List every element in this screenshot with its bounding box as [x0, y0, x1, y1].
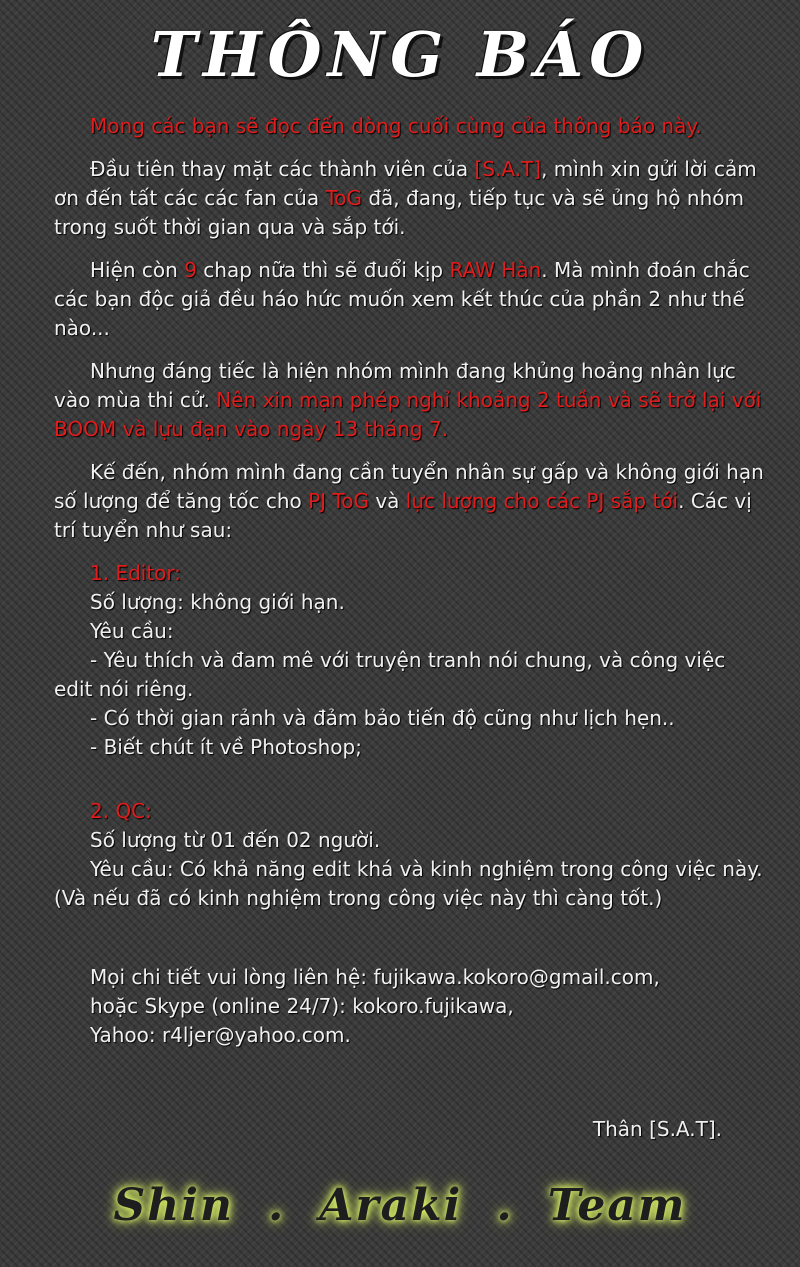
thanks-text-a: Đầu tiên thay mặt các thành viên của	[90, 157, 475, 181]
chapter-count: 9	[184, 258, 197, 282]
contact-line-3: Yahoo: r4ljer@yahoo.com.	[90, 1023, 351, 1047]
team-word-3: Team	[547, 1180, 687, 1231]
status-text-a: Hiện còn	[90, 258, 185, 282]
page-title: THÔNG BÁO	[150, 18, 650, 91]
editor-req-3: - Biết chút ít về Photoshop;	[90, 735, 362, 759]
qc-count: Số lượng từ 01 đến 02 người.	[90, 828, 381, 852]
qc-title: 2. QC:	[90, 799, 152, 823]
team-dot-1: .	[268, 1180, 286, 1231]
thanks-text-c: đã, đang, tiếp tục và sẽ ủng hộ nhóm trong suốt thời gian qua và sắp tới.	[54, 186, 744, 239]
contact-line-1: Mọi chi tiết vui lòng liên hệ: fujikawa.kokoro@gmail.com,	[90, 965, 660, 989]
recruit-text-c: . Các vị trí tuyển như sau:	[54, 489, 752, 542]
thanks-paragraph	[54, 155, 764, 242]
series-name: ToG	[325, 186, 362, 210]
editor-count: Số lượng: không giới hạn.	[90, 590, 345, 614]
status-paragraph	[54, 256, 764, 343]
break-announcement: Nên xin mạn phép nghỉ khoảng 2 tuần và sẽ trở lại với BOOM và lựu đạn vào ngày 13 tháng 7.	[54, 388, 762, 441]
thanks-text-b: , mình xin gửi lời cảm ơn đến tất các các fan của	[54, 157, 757, 210]
project-name: PJ ToG	[308, 489, 369, 513]
team-word-2: Araki	[319, 1180, 463, 1231]
signature: Thân [S.A.T].	[592, 1117, 722, 1141]
notice-body	[54, 112, 764, 1050]
recruit-paragraph	[54, 458, 764, 545]
raw-label: RAW Hàn	[449, 258, 542, 282]
recruit-text-a: Kế đến, nhóm mình đang cần tuyển nhân sự gấp và không giới hạn số lượng để tăng tốc cho	[54, 460, 764, 513]
group-name: [S.A.T]	[474, 157, 542, 181]
team-word-1: Shin	[113, 1180, 235, 1231]
qc-req: Yêu cầu: Có khả năng edit khá và kinh nghiệm trong công việc này. (Và nếu đã có kinh nghiệm trong công việc này thì càng tốt.)	[54, 857, 763, 910]
future-projects: lực lượng cho các PJ sắp tới	[405, 489, 679, 513]
break-paragraph	[54, 357, 764, 444]
team-dot-2: .	[496, 1180, 514, 1231]
qc-section	[54, 797, 764, 913]
break-text-a: Nhưng đáng tiếc là hiện nhóm mình đang khủng hoảng nhân lực vào mùa thi cử.	[54, 359, 736, 412]
editor-req-1: - Yêu thích và đam mê với truyện tranh nói chung, và công việc edit nói riêng.	[54, 648, 726, 701]
status-text-c: . Mà mình đoán chắc các bạn độc giả đều háo hức muốn xem kết thúc của phần 2 như thế nào...	[54, 258, 750, 340]
contact-line-2: hoặc Skype (online 24/7): kokoro.fujikawa,	[90, 994, 514, 1018]
editor-title: 1. Editor:	[90, 561, 182, 585]
recruit-text-b: và	[368, 489, 406, 513]
intro-paragraph: Mong các bạn sẽ đọc đến dòng cuối cùng của thông báo này.	[90, 114, 702, 138]
contact-section	[54, 963, 764, 1050]
editor-req-label: Yêu cầu:	[90, 619, 174, 643]
editor-req-2: - Có thời gian rảnh và đảm bảo tiến độ cũng như lịch hẹn..	[90, 706, 675, 730]
section-gap	[54, 762, 764, 791]
status-text-b: chap nữa thì sẽ đuổi kịp	[196, 258, 450, 282]
editor-section	[54, 559, 764, 762]
team-logo	[0, 1180, 800, 1231]
